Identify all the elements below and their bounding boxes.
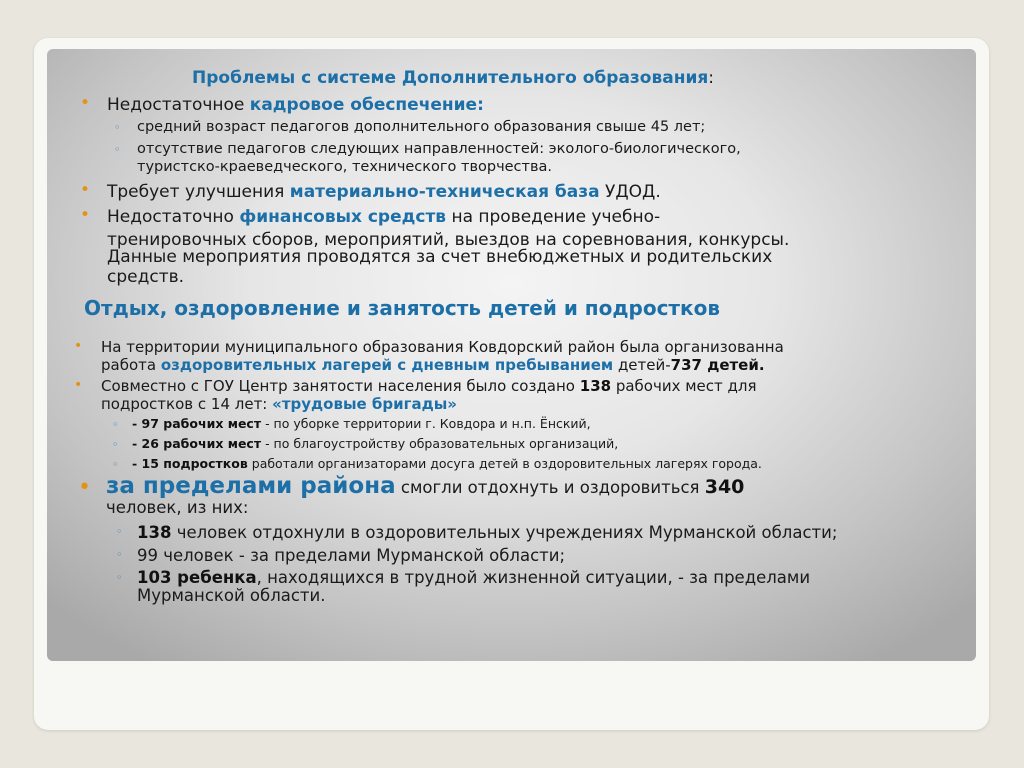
s1-bullet-2: Требует улучшения материально-техническая база УДОД. xyxy=(107,182,661,202)
s1-sub-2-line1: отсутствие педагогов следующих направленностей: эколого-биологического, xyxy=(137,141,741,157)
ring-bullet-icon: ◦ xyxy=(116,571,123,584)
ring-bullet-icon: ◦ xyxy=(116,525,123,538)
ring-bullet-icon: ◦ xyxy=(112,438,119,451)
bullet-dot-icon: • xyxy=(80,205,91,225)
s3-bullet-line1: за пределами района смогли отдохнуть и оздоровиться 340 xyxy=(106,473,745,499)
s1-sub-2-line2: туристско-краеведческого, технического творчества. xyxy=(137,159,553,175)
s1-sub-1: средний возраст педагогов дополнительного образования свыше 45 лет; xyxy=(137,119,706,135)
s2-bullet-1-line1: На территории муниципального образования Ковдорский район была организованна xyxy=(101,338,784,356)
ring-bullet-icon: ◦ xyxy=(116,548,123,561)
s1-bullet-3-line4: средств. xyxy=(107,267,185,287)
s1-bullet-1: Недостаточное кадровое обеспечение: xyxy=(107,95,484,115)
s1-bullet-3-line2: тренировочных сборов, мероприятий, выездов на соревнования, конкурсы. xyxy=(107,230,790,250)
s3-bullet-line2: человек, из них: xyxy=(106,498,249,517)
s2-sub-1: - 97 рабочих мест - по уборке территории г. Ковдора и н.п. Ёнский, xyxy=(132,416,591,431)
bullet-dot-icon: • xyxy=(78,475,91,500)
bullet-dot-icon: • xyxy=(74,338,83,354)
section2-title: Отдых, оздоровление и занятость детей и подростков xyxy=(84,296,720,320)
s1-bullet-3-line1: Недостаточно финансовых средств на проведение учебно- xyxy=(107,207,661,227)
s3-sub-1: 138 человек отдохнули в оздоровительных учреждениях Мурманской области; xyxy=(137,523,838,542)
ring-bullet-icon: ◦ xyxy=(112,418,119,431)
bullet-dot-icon: • xyxy=(80,180,91,200)
bullet-dot-icon: • xyxy=(74,377,83,393)
bullet-dot-icon: • xyxy=(80,93,91,113)
s3-sub-3-line2: Мурманской области. xyxy=(137,586,326,605)
s2-bullet-2-line2: подростков с 14 лет: «трудовые бригады» xyxy=(101,395,457,413)
s3-sub-3-line1: 103 ребенка, находящихся в трудной жизненной ситуации, - за пределами xyxy=(137,568,811,587)
s3-sub-2: 99 человек - за пределами Мурманской области; xyxy=(137,546,566,565)
ring-bullet-icon: ◦ xyxy=(114,121,121,134)
s2-bullet-2-line1: Совместно с ГОУ Центр занятости населения было создано 138 рабочих мест для xyxy=(101,377,757,395)
ring-bullet-icon: ◦ xyxy=(114,143,121,156)
s2-bullet-1-line2: работа оздоровительных лагерей с дневным пребыванием детей-737 детей. xyxy=(101,356,765,374)
s1-bullet-3-line3: Данные мероприятия проводятся за счет внебюджетных и родительских xyxy=(107,247,773,267)
s2-sub-3: - 15 подростков работали организаторами досуга детей в оздоровительных лагерях города. xyxy=(132,456,762,471)
s2-sub-2: - 26 рабочих мест - по благоустройству образовательных организаций, xyxy=(132,436,619,451)
section1-title: Проблемы с системе Дополнительного образования: xyxy=(192,68,715,88)
ring-bullet-icon: ◦ xyxy=(112,458,119,471)
